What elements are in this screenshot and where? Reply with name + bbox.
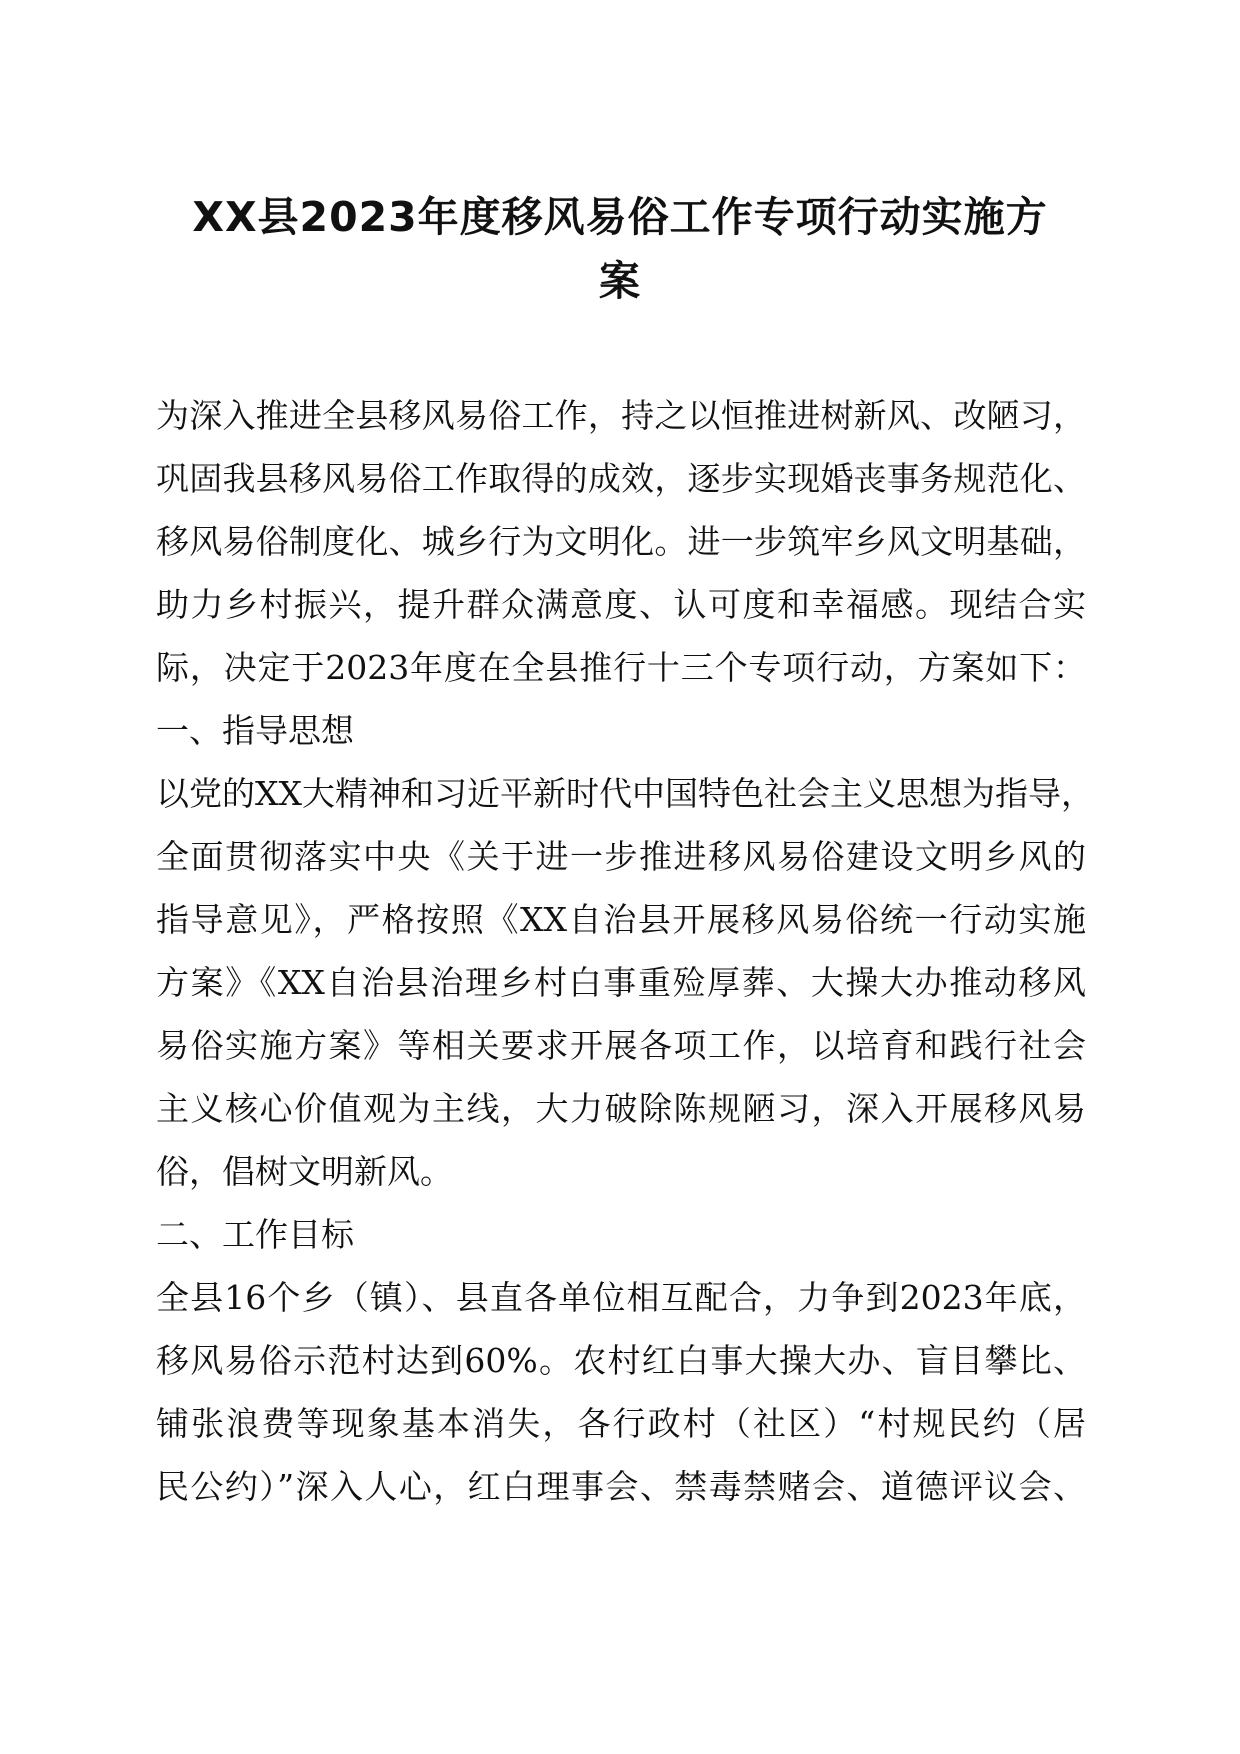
paragraph-line: 巩固我县移风易俗工作取得的成效，逐步实现婚丧事务规范化、 — [156, 459, 1086, 498]
section-heading: 一、指导思想 — [156, 711, 354, 750]
paragraph-line: 全县16个乡（镇）、县直各单位相互配合，力争到2023年底， — [156, 1278, 1086, 1317]
document-title — [150, 185, 1090, 313]
paragraph-line: 主义核心价值观为主线，大力破除陈规陋习，深入开展移风易 — [156, 1089, 1086, 1128]
section-heading: 二、工作目标 — [156, 1215, 354, 1254]
paragraph-line: 移风易俗示范村达到60%。农村红白事大操大办、盲目攀比、 — [156, 1341, 1086, 1380]
document-title-line: XX县2023年度移风易俗工作专项行动实施方 — [192, 193, 1048, 241]
paragraph-line: 方案》《XX自治县治理乡村白事重殓厚葬、大操大办推动移风 — [156, 963, 1086, 1002]
paragraph-line: 民公约）”深入人心，红白理事会、禁毒禁赌会、道德评议会、 — [156, 1467, 1086, 1506]
paragraph-line: 以党的XX大精神和习近平新时代中国特色社会主义思想为指导， — [156, 774, 1094, 813]
paragraph-line: 俗，倡树文明新风。 — [156, 1152, 453, 1191]
document-body — [156, 384, 1094, 1518]
paragraph-line: 指导意见》，严格按照《XX自治县开展移风易俗统一行动实施 — [156, 900, 1086, 939]
paragraph-line: 铺张浪费等现象基本消失，各行政村（社区）“村规民约（居 — [156, 1404, 1086, 1443]
paragraph-line: 全面贯彻落实中央《关于进一步推进移风易俗建设文明乡风的 — [156, 837, 1086, 876]
paragraph-line: 移风易俗制度化、城乡行为文明化。进一步筑牢乡风文明基础， — [156, 522, 1086, 561]
paragraph-line: 际，决定于2023年度在全县推行十三个专项行动，方案如下： — [156, 648, 1086, 687]
paragraph-line: 助力乡村振兴，提升群众满意度、认可度和幸福感。现结合实 — [156, 585, 1086, 624]
paragraph-line: 为深入推进全县移风易俗工作，持之以恒推进树新风、改陋习， — [156, 396, 1086, 435]
document-title-line: 案 — [599, 257, 641, 305]
paragraph-line: 易俗实施方案》等相关要求开展各项工作，以培育和践行社会 — [156, 1026, 1086, 1065]
